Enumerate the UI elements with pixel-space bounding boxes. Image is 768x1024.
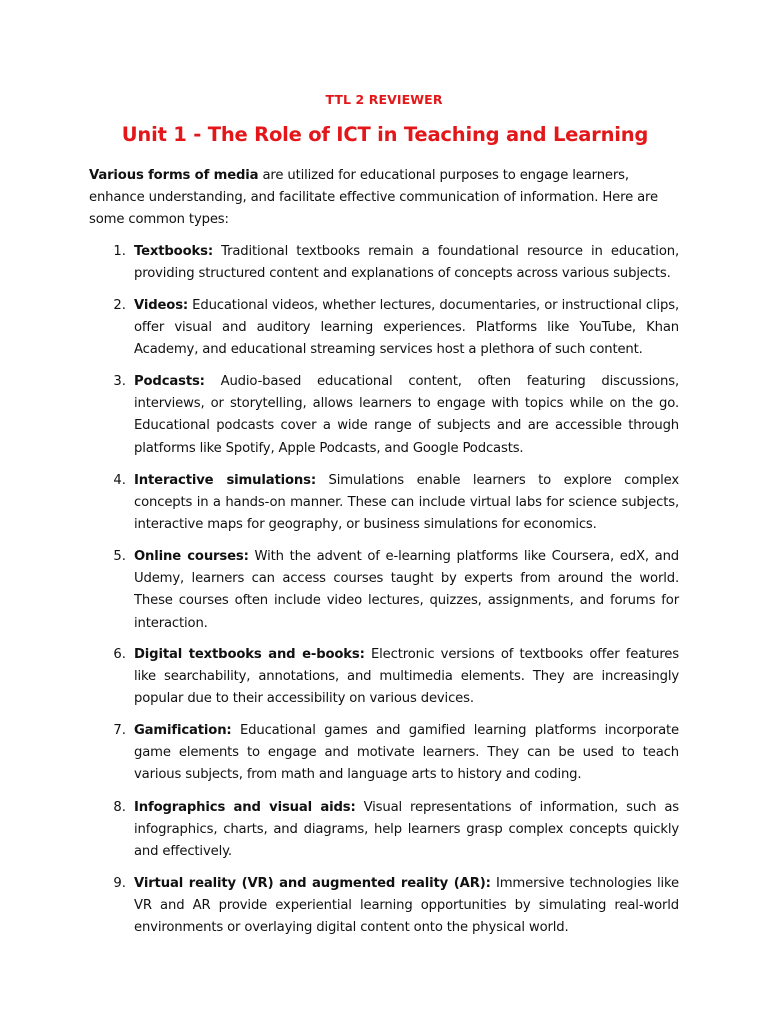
list-item-description: Educational games and gamified learning platforms incorporate game elements to engage and motivate learners. They can be used to teach various subjects, from math and language arts to history and coding. <box>134 723 679 783</box>
list-item-text <box>134 644 679 711</box>
list-item-number: 2. <box>113 298 126 313</box>
list-item-text <box>134 241 679 285</box>
list-item-term: Online courses: <box>134 549 249 564</box>
list-item-term: Textbooks: <box>134 244 213 259</box>
list-item-number: 7. <box>113 723 126 738</box>
list-item-term: Virtual reality (VR) and augmented reality (AR): <box>134 876 491 891</box>
list-item-term: Podcasts: <box>134 374 205 389</box>
list-item-description: Immersive technologies like VR and AR provide experiential learning opportunities by simulating real-world environments or overlaying digital content onto the physical world. <box>134 876 679 936</box>
list-item-term: Gamification: <box>134 723 232 738</box>
list-item-description: With the advent of e-learning platforms like Coursera, edX, and Udemy, learners can access courses taught by experts from around the world. These courses often include video lectures, quizzes, assignments, and forums for interaction. <box>134 549 680 631</box>
list-item-term: Videos: <box>134 298 189 313</box>
list-item-description: Electronic versions of textbooks offer features like searchability, annotations, and multimedia elements. They are increasingly popular due to their accessibility on various devices. <box>134 647 679 707</box>
list-item-term: Infographics and visual aids: <box>134 800 356 815</box>
document-title: Unit 1 - The Role of ICT in Teaching and Learning <box>121 123 649 146</box>
list-item-text <box>134 295 679 362</box>
list-item-number: 6. <box>113 647 126 662</box>
list-item-text <box>134 546 679 635</box>
list-item-description: Traditional textbooks remain a foundational resource in education, providing structured content and explanations of concepts across various subjects. <box>134 244 679 282</box>
list-item-description: Visual representations of information, such as infographics, charts, and diagrams, help learners grasp complex concepts quickly and effectively. <box>134 800 679 860</box>
intro-term: Various forms of media <box>89 168 259 183</box>
intro-paragraph <box>89 165 679 232</box>
list-item-number: 1. <box>113 244 126 259</box>
intro-text: are utilized for educational purposes to engage learners, enhance understanding, and facilitate effective communication of information. Here are some common types: <box>89 168 658 228</box>
list-item-text <box>134 470 679 537</box>
list-item-term: Digital textbooks and e-books: <box>134 647 365 662</box>
list-item-text <box>134 371 679 460</box>
list-item-number: 3. <box>113 374 126 389</box>
list-item-number: 5. <box>113 549 126 564</box>
list-item-number: 8. <box>113 800 126 815</box>
list-item-number: 9. <box>113 876 126 891</box>
list-item-text <box>134 873 679 940</box>
document-header: TTL 2 REVIEWER <box>325 92 443 107</box>
list-item-text <box>134 720 679 787</box>
list-item-description: Audio-based educational content, often featuring discussions, interviews, or storytelling, allows learners to engage with topics while on the go. Educational podcasts cover a wide range of subjects and are accessible through platforms like Spotify, Apple Podcasts, and Google Podcasts. <box>134 374 679 456</box>
list-item-number: 4. <box>113 473 126 488</box>
list-item-term: Interactive simulations: <box>134 473 316 488</box>
list-item-description: Educational videos, whether lectures, documentaries, or instructional clips, offer visual and auditory learning experiences. Platforms like YouTube, Khan Academy, and educational streaming services host a plethora of such content. <box>134 298 679 358</box>
list-item-text <box>134 797 679 864</box>
list-item-description: Simulations enable learners to explore complex concepts in a hands-on manner. These can include virtual labs for science subjects, interactive maps for geography, or business simulations for economics. <box>134 473 680 533</box>
